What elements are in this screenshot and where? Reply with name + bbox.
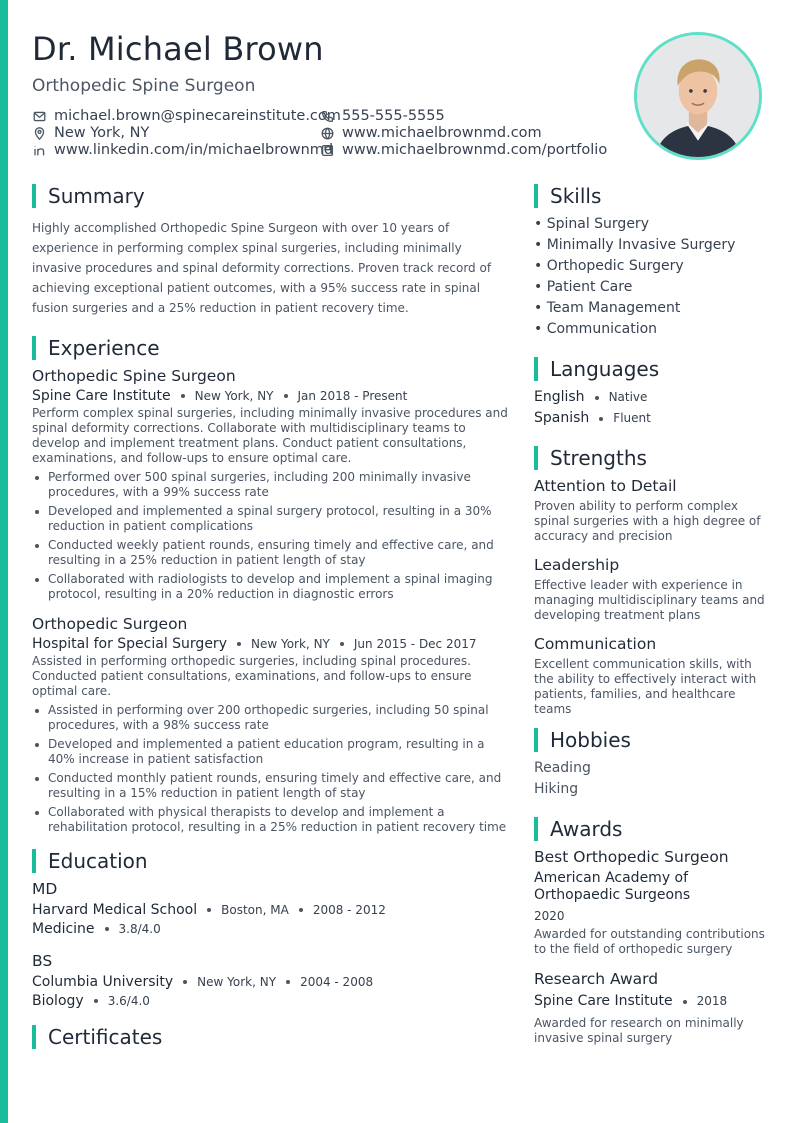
location-text: New York, NY [54, 125, 150, 141]
section-header [534, 817, 766, 841]
section-header [534, 728, 766, 752]
job-bullets [32, 470, 508, 602]
portfolio-text: www.michaelbrownmd.com/portfolio [342, 142, 608, 158]
section-accent [534, 728, 538, 752]
education-section [32, 849, 508, 1009]
candidate-name: Dr. Michael Brown [32, 30, 324, 68]
award-title: Best Orthopedic Surgeon [534, 848, 729, 866]
education-meta [32, 902, 508, 918]
contact-info [32, 108, 632, 159]
job-entry [32, 366, 508, 602]
languages-heading: Languages [550, 357, 660, 381]
section-accent [32, 184, 36, 208]
award-text: Awarded for outstanding contributions to the field of orthopedic surgery [534, 927, 765, 956]
strength-title: Attention to Detail [534, 477, 677, 495]
job-title: Orthopedic Spine Surgeon [32, 367, 236, 385]
skill-item: • Team Management [534, 300, 681, 316]
skill-item: • Orthopedic Surgery [534, 258, 684, 274]
job-location: New York, NY [194, 389, 274, 403]
education-heading: Education [48, 849, 148, 873]
education-field-row [32, 993, 508, 1009]
section-header [32, 1025, 508, 1049]
hobbies-section [534, 728, 766, 800]
education-field-row [32, 921, 508, 937]
certificates-heading: Certificates [48, 1025, 163, 1049]
contact-email[interactable] [32, 108, 341, 124]
education-dates: 2004 - 2008 [300, 975, 374, 989]
experience-heading: Experience [48, 336, 160, 360]
mail-icon [32, 109, 46, 123]
separator-dot [181, 394, 185, 398]
award-org: American Academy of Orthopaedic Surgeons [534, 870, 691, 903]
separator-dot [595, 396, 599, 400]
job-org: Spine Care Institute [32, 388, 171, 404]
job-entry [32, 614, 508, 835]
award-text: Awarded for research on minimally invasive spinal surgery [534, 1016, 744, 1045]
list-item: Developed and implemented a patient education program, resulting in a 40% increase in patient satisfaction [32, 737, 508, 767]
school-location: Boston, MA [221, 903, 289, 917]
section-accent [534, 817, 538, 841]
job-bullets [32, 703, 508, 835]
contact-linkedin[interactable] [32, 142, 333, 158]
section-header [32, 336, 508, 360]
award-year: 2020 [534, 909, 565, 923]
side-column [534, 184, 766, 1046]
website-text: www.michaelbrownmd.com [342, 125, 542, 141]
strength-title: Communication [534, 635, 657, 653]
separator-dot [207, 908, 211, 912]
job-title: Orthopedic Surgeon [32, 615, 188, 633]
job-org: Hospital for Special Surgery [32, 636, 227, 652]
strength-text: Proven ability to perform complex spinal surgeries with a high degree of accuracy and precision [534, 499, 761, 543]
strength-item [534, 555, 766, 623]
language-level: Native [608, 390, 648, 404]
job-description: Perform complex spinal surgeries, including minimally invasive procedures and spinal deformity corrections. Collaborate with multidisciplinary teams to develop and implement treatment plans. Conduct patient consultations, examinations, and follow-ups to ensure optimal care. [32, 406, 508, 465]
contact-phone[interactable] [320, 108, 445, 124]
person-avatar-icon [637, 35, 759, 157]
skill-item: • Spinal Surgery [534, 216, 649, 232]
award-item [534, 847, 766, 957]
education-meta [32, 974, 508, 990]
section-accent [32, 849, 36, 873]
accent-bar [0, 0, 8, 1123]
job-dates: Jun 2015 - Dec 2017 [353, 637, 477, 651]
separator-dot [599, 417, 603, 421]
awards-section [534, 817, 766, 1046]
section-accent [32, 336, 36, 360]
strength-title: Leadership [534, 556, 620, 574]
school-location: New York, NY [197, 975, 277, 989]
phone-text: 555-555-5555 [342, 108, 445, 124]
list-item: Collaborated with physical therapists to develop and implement a rehabilitation protocol, resulting in a 25% reduction in patient recovery time [32, 805, 508, 835]
contact-website[interactable] [320, 125, 542, 141]
location-pin-icon [32, 126, 46, 140]
list-item: Conducted monthly patient rounds, ensuring timely and effective care, and resulting in a 15% reduction in patient length of stay [32, 771, 508, 801]
contact-location [32, 125, 149, 141]
school: Harvard Medical School [32, 902, 198, 918]
job-description: Assisted in performing orthopedic surgeries, including spinal procedures. Conducted patient consultations, examinations, and follow-ups to ensure optimal care. [32, 654, 472, 698]
section-accent [534, 357, 538, 381]
contact-row [32, 125, 632, 142]
award-meta [534, 991, 766, 1012]
strength-text: Excellent communication skills, with the ability to effectively interact with patients, families, and healthcare teams [534, 657, 757, 716]
email-text: michael.brown@spinecareinstitute.com [54, 108, 341, 124]
contact-row [32, 108, 632, 125]
separator-dot [94, 999, 98, 1003]
degree: BS [32, 952, 53, 970]
award-title: Research Award [534, 970, 659, 988]
strength-item [534, 476, 766, 544]
school: Columbia University [32, 974, 174, 990]
list-item: Collaborated with radiologists to develop and implement a spinal imaging protocol, resulting in a 20% reduction in diagnostic errors [32, 572, 508, 602]
strengths-section [534, 446, 766, 717]
hobbies-heading: Hobbies [550, 728, 631, 752]
gpa: 3.8/4.0 [118, 922, 161, 936]
list-item: Conducted weekly patient rounds, ensuring timely and effective care, and resulting in a 25% reduction in patient length of stay [32, 538, 508, 568]
section-header [32, 849, 508, 873]
globe-icon [320, 126, 334, 140]
certificates-section [32, 1025, 508, 1049]
profile-photo [634, 32, 762, 160]
linkedin-icon [32, 143, 46, 157]
section-header [534, 184, 766, 208]
education-entry [32, 951, 508, 1009]
summary-heading: Summary [48, 184, 145, 208]
job-location: New York, NY [250, 637, 330, 651]
awards-heading: Awards [550, 817, 623, 841]
separator-dot [299, 908, 303, 912]
summary-text: Highly accomplished Orthopedic Spine Surgeon with over 10 years of experience in performing complex spinal surgeries, including minimally invasive procedures and spinal deformity corrections. Proven track record of achieving exceptional patient outcomes, with a 95% success rate in spinal fusion surgeries and a 25% reduction in patient recovery time. [32, 221, 492, 315]
skill-item: • Patient Care [534, 279, 633, 295]
job-meta [32, 636, 508, 652]
candidate-title: Orthopedic Spine Surgeon [32, 76, 256, 96]
skill-item: • Communication [534, 321, 658, 337]
field-of-study: Biology [32, 993, 84, 1009]
section-header [534, 357, 766, 381]
separator-dot [284, 394, 288, 398]
field-of-study: Medicine [32, 921, 95, 937]
linkedin-text: www.linkedin.com/in/michaelbrownmd [54, 142, 334, 158]
section-header [32, 184, 508, 208]
section-accent [534, 184, 538, 208]
separator-dot [340, 642, 344, 646]
list-item: Assisted in performing over 200 orthopedic surgeries, including 50 spinal procedures, with a 98% success rate [32, 703, 508, 733]
section-accent [32, 1025, 36, 1049]
hobby-item: Reading [534, 760, 591, 776]
experience-section [32, 336, 508, 835]
contact-portfolio[interactable] [320, 142, 607, 158]
strength-text: Effective leader with experience in managing multidisciplinary teams and developing treatment plans [534, 578, 765, 622]
language-item [534, 387, 766, 408]
language-name: English [534, 389, 585, 405]
award-item [534, 969, 766, 1046]
education-dates: 2008 - 2012 [312, 903, 386, 917]
language-name: Spanish [534, 410, 590, 426]
job-meta [32, 388, 508, 404]
separator-dot [183, 980, 187, 984]
skill-item: • Minimally Invasive Surgery [534, 237, 736, 253]
skills-section [534, 184, 766, 340]
hobby-item: Hiking [534, 781, 579, 797]
languages-section [534, 357, 766, 429]
main-column [32, 184, 508, 1059]
summary-section [32, 184, 508, 318]
phone-icon [320, 109, 334, 123]
language-item [534, 408, 766, 429]
section-accent [534, 446, 538, 470]
portfolio-icon [320, 143, 334, 157]
strengths-heading: Strengths [550, 446, 647, 470]
degree: MD [32, 880, 58, 898]
gpa: 3.6/4.0 [107, 994, 150, 1008]
separator-dot [105, 927, 109, 931]
award-year: 2018 [696, 994, 728, 1008]
job-dates: Jan 2018 - Present [297, 389, 408, 403]
list-item: Developed and implemented a spinal surgery protocol, resulting in a 30% reduction in patient complications [32, 504, 508, 534]
skills-heading: Skills [550, 184, 602, 208]
award-org: Spine Care Institute [534, 993, 673, 1009]
education-entry [32, 879, 508, 937]
contact-row [32, 142, 632, 159]
list-item: Performed over 500 spinal surgeries, including 200 minimally invasive procedures, with a 99% success rate [32, 470, 508, 500]
separator-dot [286, 980, 290, 984]
section-header [534, 446, 766, 470]
language-level: Fluent [613, 411, 651, 425]
separator-dot [683, 1000, 687, 1004]
separator-dot [237, 642, 241, 646]
strength-item [534, 634, 766, 717]
